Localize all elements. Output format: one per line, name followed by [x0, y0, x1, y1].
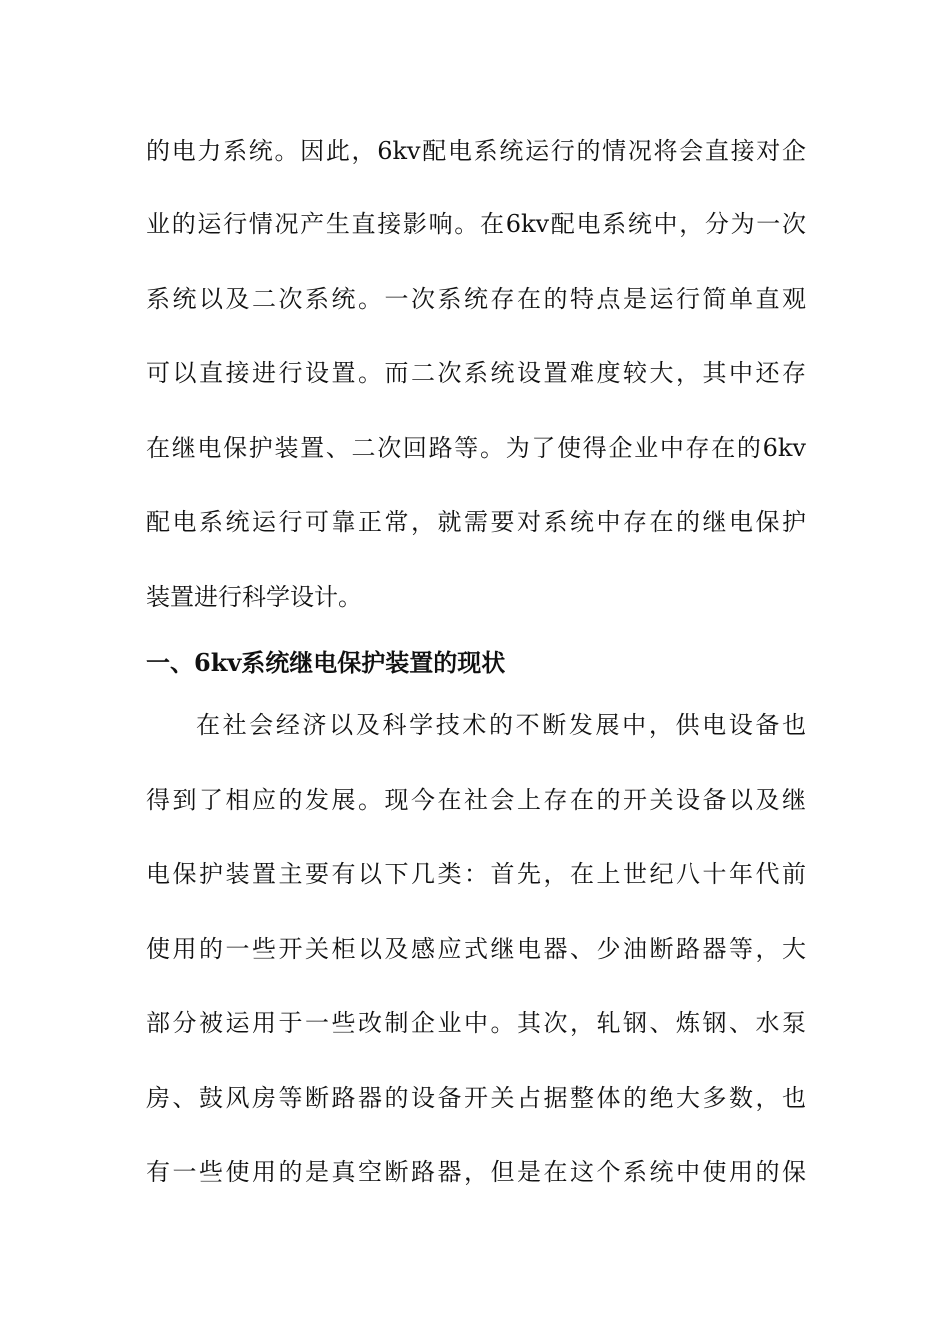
text-line: 装置进行科学设计。	[146, 583, 362, 611]
text-line: 的电力系统。因此，6kv配电系统运行的情况将会直接对企	[146, 137, 806, 165]
text-line: 房、鼓风房等断路器的设备开关占据整体的绝大多数，也	[146, 1084, 806, 1112]
text-line: 在社会经济以及科学技术的不断发展中，供电设备也	[196, 711, 806, 739]
text-line: 在继电保护装置、二次回路等。为了使得企业中存在的6kv	[146, 434, 806, 462]
text-line: 业的运行情况产生直接影响。在6kv配电系统中，分为一次	[146, 210, 806, 238]
text-line: 可以直接进行设置。而二次系统设置难度较大，其中还存	[146, 359, 806, 387]
text-line: 有一些使用的是真空断路器，但是在这个系统中使用的保	[146, 1158, 806, 1186]
text-line: 使用的一些开关柜以及感应式继电器、少油断路器等，大	[146, 935, 806, 963]
text-line: 电保护装置主要有以下几类：首先，在上世纪八十年代前	[146, 860, 806, 888]
text-line: 得到了相应的发展。现今在社会上存在的开关设备以及继	[146, 786, 806, 814]
text-line: 部分被运用于一些改制企业中。其次，轧钢、炼钢、水泵	[146, 1009, 806, 1037]
text-line: 配电系统运行可靠正常，就需要对系统中存在的继电保护	[146, 508, 806, 536]
section-heading: 一、6kv系统继电保护装置的现状	[146, 648, 506, 677]
text-line: 系统以及二次系统。一次系统存在的特点是运行简单直观	[146, 285, 806, 313]
